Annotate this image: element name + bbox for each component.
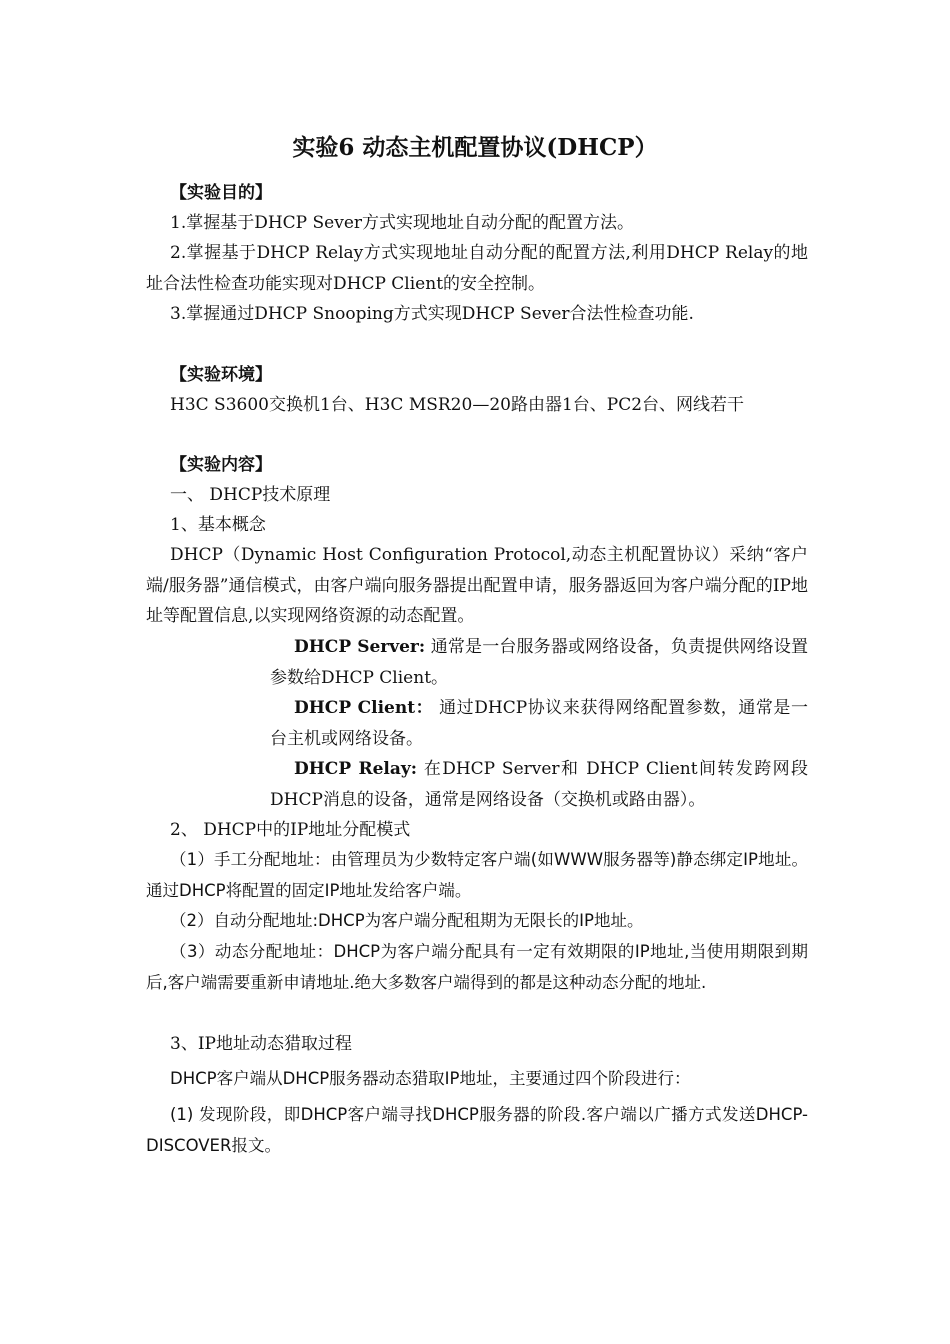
purpose-item-3: 3.掌握通过DHCP Snooping方式实现DHCP Sever合法性检查功能. (170, 304, 694, 324)
intro-paragraph: DHCP（Dynamic Host Configuration Protocol,动态主机配置协议）采纳“客户端/服务器”通信模式，由客户端向服务器提出配置申请，服务器返回为客户端分配的IP地址等配置信息,以实现网络资源的动态配置。 (146, 545, 808, 626)
term-client: DHCP Client： (294, 698, 434, 718)
term-server: DHCP Server: (294, 637, 426, 657)
definition-server (270, 632, 808, 693)
subheading-basic-concept: 1、基本概念 (170, 515, 266, 535)
definition-client (270, 693, 808, 754)
content-heading: 【实验内容】 (170, 455, 272, 475)
mode-manual: （1）手工分配地址：由管理员为少数特定客户端(如WWW服务器等)静态绑定IP地址。通过DHCP将配置的固定IP地址发给客户端。 (146, 850, 808, 900)
page-title: 实验6 动态主机配置协议(DHCP） (292, 134, 658, 161)
purpose-item-2: 2.掌握基于DHCP Relay方式实现地址自动分配的配置方法,利用DHCP Relay的地址合法性检查功能实现对DHCP Client的安全控制。 (146, 243, 808, 294)
process-step-1: (1) 发现阶段，即DHCP客户端寻找DHCP服务器的阶段.客户端以广播方式发送DHCP-DISCOVER报文。 (146, 1105, 808, 1155)
mode-dynamic: （3）动态分配地址：DHCP为客户端分配具有一定有效期限的IP地址,当使用期限到期后,客户端需要重新申请地址.绝大多数客户端得到的都是这种动态分配的地址. (146, 942, 808, 992)
subheading-dhcp-principle: 一、 DHCP技术原理 (170, 485, 331, 505)
subheading-allocation-modes: 2、 DHCP中的IP地址分配模式 (170, 820, 411, 840)
subheading-acquisition-process: 3、IP地址动态猎取过程 (170, 1034, 352, 1054)
purpose-item-1: 1.掌握基于DHCP Sever方式实现地址自动分配的配置方法。 (170, 213, 635, 233)
purpose-heading: 【实验目的】 (170, 183, 272, 203)
definition-relay (270, 754, 808, 815)
desc-server: 通常是一台服务器或网络设备，负责提供网络设置参数给DHCP Client。 (270, 637, 808, 688)
desc-client: 通过DHCP协议来获得网络配置参数，通常是一台主机或网络设备。 (270, 698, 808, 749)
process-intro: DHCP客户端从DHCP服务器动态猎取IP地址，主要通过四个阶段进行： (170, 1069, 691, 1088)
env-text: H3C S3600交换机1台、H3C MSR20—20路由器1台、PC2台、网线若干 (170, 395, 745, 415)
term-relay: DHCP Relay: (294, 759, 418, 779)
mode-automatic: （2）自动分配地址:DHCP为客户端分配租期为无限长的IP地址。 (170, 911, 644, 930)
env-heading: 【实验环境】 (170, 365, 272, 385)
desc-relay: 在DHCP Server和 DHCP Client间转发跨网段DHCP消息的设备，通常是网络设备（交换机或路由器）。 (270, 759, 809, 810)
